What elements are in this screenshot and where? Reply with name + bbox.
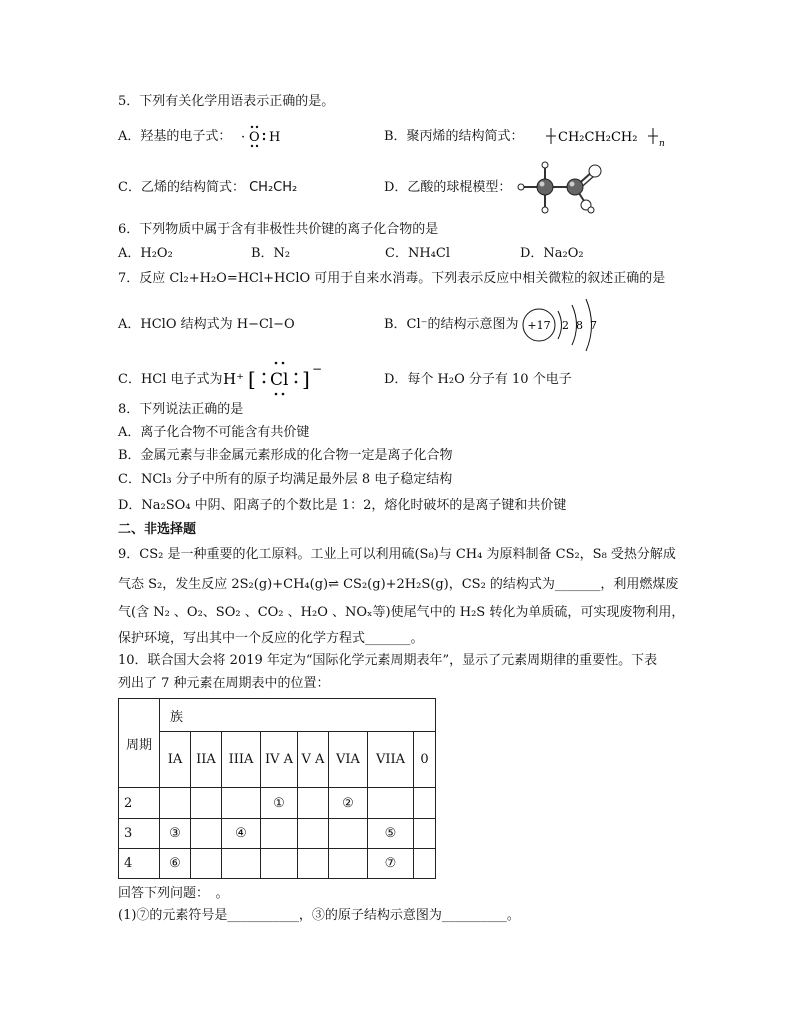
hcl-electron-formula	[222, 358, 332, 398]
acetic-acid-ball-stick-model	[515, 160, 610, 218]
q7-option-b-label: B．Cl⁻的结构示意图为	[384, 317, 519, 332]
q5-option-d	[384, 179, 511, 197]
group-iia: IIA	[191, 732, 222, 788]
table-cell	[191, 788, 222, 819]
q10-line-1: 10．联合国大会将 2019 年定为“国际化学元素周期表年”，显示了元素周期律的重要性。下表	[118, 653, 658, 668]
q7-option-d: D．每个 H₂O 分子有 10 个电子	[384, 372, 572, 387]
q7-option-c	[118, 371, 223, 389]
q8-option-b: B．金属元素与非金属元素形成的化合物一定是离子化合物	[118, 448, 453, 463]
q5-option-c-label: C．乙烯的结构简式：	[118, 180, 245, 195]
shell-3-electrons: 7	[590, 319, 597, 332]
period-cell: 2	[119, 788, 160, 819]
right-bracket: ]	[302, 367, 310, 391]
q8-stem: 8．下列说法正确的是	[118, 402, 244, 417]
table-cell	[298, 849, 329, 879]
left-bracket: [	[248, 367, 256, 391]
q6-option-b: B．N₂	[251, 246, 291, 261]
period-header: 周期	[119, 699, 160, 788]
polymer-degree: n	[659, 139, 665, 149]
q10-subquestion-1: (1)⑦的元素符号是___________，③的原子结构示意图为__________。	[118, 908, 520, 923]
table-cell	[261, 819, 298, 849]
element-marker-2: ②	[329, 788, 368, 819]
table-cell	[368, 788, 414, 819]
period-cell: 3	[119, 819, 160, 849]
element-marker-4: ④	[222, 819, 261, 849]
q6-option-d: D．Na₂O₂	[520, 246, 584, 261]
table-row	[119, 819, 436, 849]
q9-line-1: 9．CS₂ 是一种重要的化工原料。工业上可以利用硫(S₈)与 CH₄ 为原料制备 CS₂，S₈ 受热分解成	[118, 547, 676, 562]
group-iva: IV A	[261, 732, 298, 788]
group-va: V A	[298, 732, 329, 788]
table-cell	[329, 819, 368, 849]
element-marker-1: ①	[261, 788, 298, 819]
radical-dot: ·	[241, 130, 246, 145]
q8-option-a: A．离子化合物不可能含有共价键	[118, 425, 310, 440]
q7-option-a: A．HClO 结构式为 H−Cl−O	[118, 317, 295, 332]
table-cell	[414, 788, 436, 819]
polypropylene-repeat-unit: CH₂CH₂CH₂	[558, 130, 638, 145]
q7-option-c-label: C．HCl 电子式为	[118, 372, 223, 387]
table-cell	[222, 849, 261, 879]
q5-option-a-label: A．羟基的电子式：	[118, 129, 232, 144]
table-cell	[414, 819, 436, 849]
group-viia: VIIA	[368, 732, 414, 788]
group-header: 族	[160, 699, 436, 732]
table-cell	[414, 849, 436, 879]
q6-option-c: C．NH₄Cl	[385, 246, 450, 261]
q5-option-b-label: B．聚丙烯的结构简式：	[384, 129, 524, 144]
table-cell	[261, 849, 298, 879]
element-marker-5: ⑤	[368, 819, 414, 849]
period-cell: 4	[119, 849, 160, 879]
q9-line-3: 气(含 N₂ 、O₂、SO₂ 、CO₂ 、H₂O 、NOₓ等)使尾气中的 H₂S 转化为单质硫，可实现废物利用，	[118, 605, 685, 620]
element-marker-7: ⑦	[368, 849, 414, 879]
q8-option-d: D．Na₂SO₄ 中阴、阳离子的个数比是 1：2，熔化时破坏的是离子键和共价键	[118, 498, 567, 513]
q5-option-d-label: D．乙酸的球棍模型：	[384, 180, 512, 195]
q7-option-b	[384, 316, 519, 334]
chlorine-symbol: Cl	[270, 370, 289, 390]
oxygen-symbol: O	[249, 130, 260, 145]
table-cell	[329, 849, 368, 879]
q5-option-c	[118, 179, 297, 197]
chloride-charge: −	[312, 362, 323, 376]
element-marker-3: ③	[160, 819, 191, 849]
q8-option-c: C．NCl₃ 分子中所有的原子均满足最外层 8 电子稳定结构	[118, 472, 453, 487]
table-cell	[191, 819, 222, 849]
table-cell	[222, 788, 261, 819]
hydrogen-ion: H⁺	[223, 370, 244, 388]
hydroxyl-electron-formula	[240, 122, 290, 150]
q9-line-4: 保护环境，写出其中一个反应的化学方程式_______。	[118, 631, 424, 646]
section-heading: 二、非选择题	[118, 522, 197, 537]
q10-line-2: 列出了 7 种元素在周期表中的位置：	[118, 676, 330, 691]
element-marker-6: ⑥	[160, 849, 191, 879]
q5-option-a	[118, 128, 231, 146]
group-ia: IA	[160, 732, 191, 788]
polypropylene-formula	[542, 120, 682, 150]
table-cell	[160, 788, 191, 819]
group-iiia: IIIA	[222, 732, 261, 788]
table-cell	[191, 849, 222, 879]
periodic-table-excerpt	[118, 698, 436, 879]
q9-line-2: 气态 S₂，发生反应 2S₂(g)+CH₄(g)⇌ CS₂(g)+2H₂S(g)，CS₂ 的结构式为_______，利用燃煤废	[118, 577, 679, 592]
q6-stem: 6．下列物质中属于含有非极性共价键的离子化合物的是	[118, 222, 439, 237]
q5-option-b	[384, 128, 524, 146]
q6-option-a: A．H₂O₂	[118, 246, 173, 261]
table-cell	[298, 788, 329, 819]
table-row	[119, 849, 436, 879]
q10-answer-prompt: 回答下列问题： 。	[118, 886, 229, 901]
table-row	[119, 788, 436, 819]
table-cell	[298, 819, 329, 849]
group-0: 0	[414, 732, 436, 788]
shell-1-electrons: 2	[562, 319, 569, 332]
chloride-ion-structure-diagram	[520, 295, 610, 353]
shell-2-electrons: 8	[576, 319, 583, 332]
nucleus-charge: +17	[527, 319, 551, 332]
q5-stem: 5．下列有关化学用语表示正确的是。	[118, 94, 335, 109]
ethylene-formula: CH₂CH₂	[249, 180, 298, 195]
hydrogen-symbol: H	[269, 130, 281, 145]
group-via: VIA	[329, 732, 368, 788]
q7-stem: 7．反应 Cl₂+H₂O=HCl+HClO 可用于自来水消毒。下列表示反应中相关微粒的叙述正确的是	[118, 271, 666, 286]
